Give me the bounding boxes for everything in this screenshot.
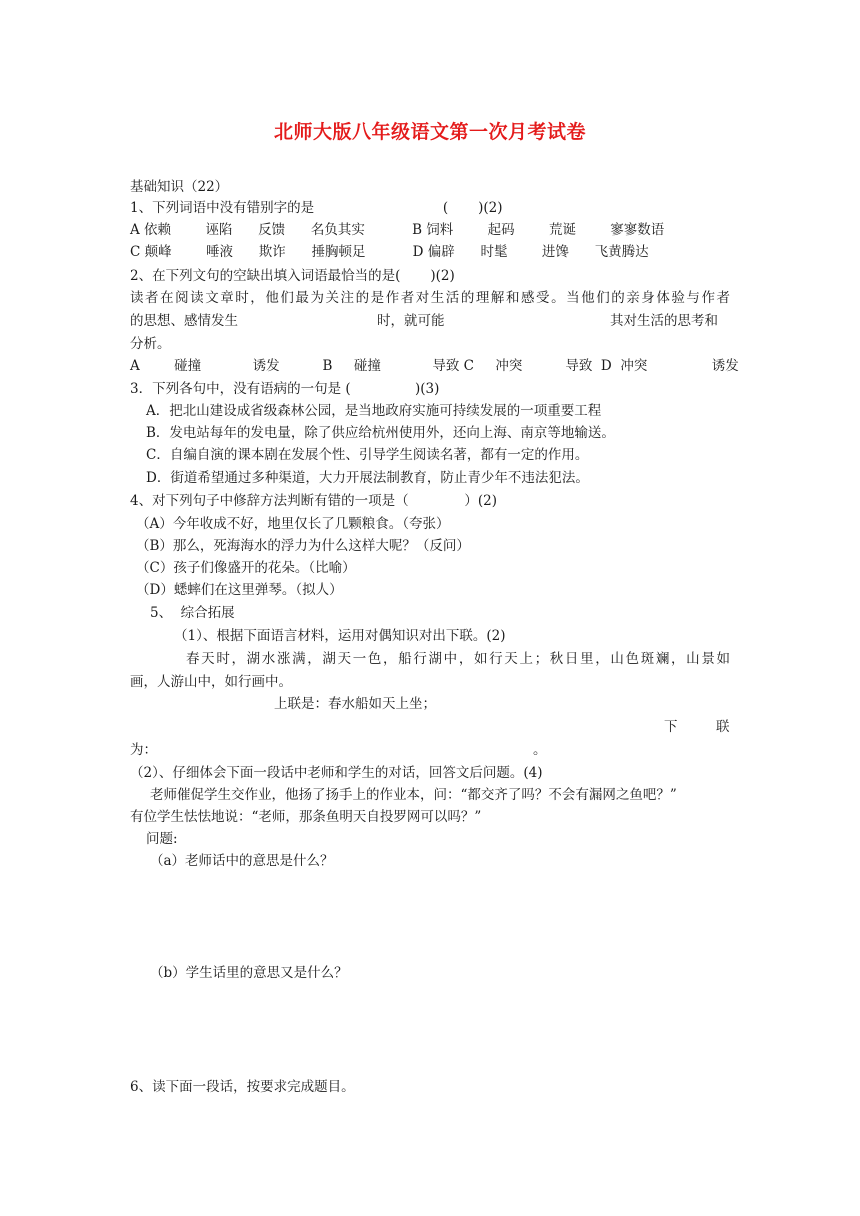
q2-options: A 碰撞 诱发 B 碰撞 导致 C 冲突 导致 D 冲突 诱发 — [130, 358, 739, 374]
q5-sub2-line2: 有位学生怯怯地说：“老师，那条鱼明天自投罗网可以吗？” — [130, 809, 482, 825]
q2-passage-line2b: 时，就可能 — [377, 313, 445, 329]
q3-option-b: B．发电站每年的发电量，除了供应给杭州使用外，还向上海、南京等地输送。 — [146, 425, 615, 441]
q2-passage-line2a: 的思想、感情发生 — [130, 313, 238, 329]
q5-sub2-line1: 老师催促学生交作业，他扬了扬手上的作业本，问：“都交齐了吗？不会有漏网之鱼吧？” — [150, 787, 677, 803]
exam-title: 北师大版八年级语文第一次月考试卷 — [273, 121, 586, 143]
q3-option-a: A．把北山建设成省级森林公园，是当地政府实施可持续发展的一项重要工程 — [146, 403, 602, 419]
q6-stem: 6、读下面一段话，按要求完成题目。 — [130, 1079, 355, 1095]
q4-option-b: （B）那么，死海海水的浮力为什么这样大呢？（反问） — [136, 538, 470, 554]
q4-stem: 4、对下列句子中修辞方法判断有错的一项是（ ）(2) — [130, 493, 497, 509]
q3-option-c: C．自编自演的课本剧在发展个性、引导学生阅读名著，都有一定的作用。 — [146, 447, 589, 463]
q5-question-a: （a）老师话中的意思是什么？ — [150, 853, 334, 869]
q2-stem: 2、在下列文句的空缺出填入词语最恰当的是( )(2) — [130, 268, 455, 284]
q4-option-a: （A）今年收成不好，地里仅长了几颗粮食。（夸张） — [136, 516, 450, 532]
q5-sub1-line2: 画，人游山中，如行画中。 — [130, 674, 292, 690]
q5-sub1-line1: 春天时，湖水涨满，湖天一色，船行湖中，如行天上；秋日里，山色斑斓，山景如 — [186, 651, 730, 667]
section-heading: 基础知识（22） — [130, 179, 229, 195]
q3-stem: 3．下列各句中，没有语病的一句是 ( )(3) — [130, 381, 440, 397]
q5-lower-label-c: 为： — [130, 742, 157, 758]
q1-options-line2: C 颠峰 唾液 欺诈 捶胸顿足 D 偏辟 时髦 进馋 飞黄腾达 — [130, 244, 649, 260]
q5-sub1-stem: （1）、根据下面语言材料，运用对偶知识对出下联。(2) — [174, 628, 506, 644]
q5-lower-end: 。 — [533, 742, 547, 758]
q5-lower-label-a: 下 — [664, 719, 678, 735]
q5-upper-couplet: 上联是：春水船如天上坐； — [274, 696, 436, 712]
q4-option-c: （C）孩子们像盛开的花朵。（比喻） — [136, 560, 356, 576]
q1-options-line1: A 依赖 诬陷 反馈 名负其实 B 饲料 起码 荒诞 寥寥数语 — [130, 222, 665, 238]
q5-question-b: （b）学生话里的意思又是什么？ — [150, 965, 348, 981]
q3-option-d: D．街道希望通过多种渠道，大力开展法制教育，防止青少年不违法犯法。 — [146, 470, 589, 486]
q2-passage-line3: 分析。 — [130, 336, 171, 352]
q5-heading: 5、 综合拓展 — [150, 605, 235, 621]
q1-stem: 1、下列词语中没有错别字的是 ( )(2) — [130, 200, 503, 216]
q2-passage-line1: 读者在阅读文章时，他们最为关注的是作者对生活的理解和感受。当他们的亲身体验与作者 — [130, 290, 730, 306]
answer-area-b[interactable] — [130, 987, 730, 1072]
q5-lower-label-b: 联 — [716, 719, 730, 735]
q2-passage-line2c: 其对生活的思考和 — [610, 313, 718, 329]
q4-option-d: （D）蟋蟀们在这里弹琴。（拟人） — [136, 582, 343, 598]
answer-area-a[interactable] — [130, 875, 730, 960]
q5-questions-label: 问题: — [146, 831, 178, 847]
q5-sub2-stem: （2）、仔细体会下面一段话中老师和学生的对话，回答文后问题。(4) — [130, 765, 543, 781]
